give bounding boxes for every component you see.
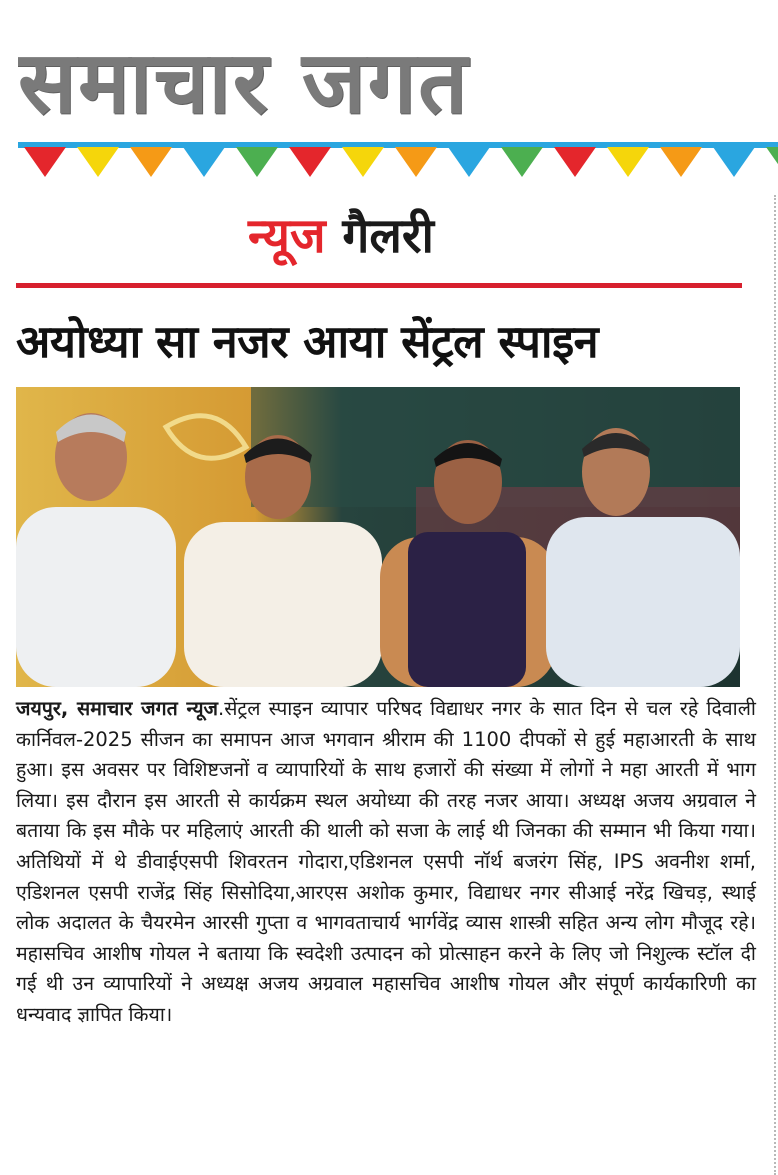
bunting-flag [395,147,437,177]
bunting-flag [342,147,384,177]
bunting-flag [501,147,543,177]
bunting-flag [24,147,66,177]
bunting-flag [289,147,331,177]
bunting-flag [183,147,225,177]
bunting-flag [554,147,596,177]
article-body [16,694,756,1031]
section-rule [16,283,742,288]
bunting-flag [130,147,172,177]
masthead-title: समाचार जगत [18,33,470,133]
bunting-flag [236,147,278,177]
article-headline: अयोध्या सा नजर आया सेंट्रल स्पाइन [16,315,599,368]
news-photo-illustration [16,387,740,687]
bunting-decoration [18,147,778,183]
section-label-black: गैलरी [342,208,434,264]
article-dateline: जयपुर, समाचार जगत न्यूज [16,697,218,720]
column-divider [774,195,776,1175]
bunting-flag [713,147,755,177]
section-label [248,205,434,267]
bunting-flag [660,147,702,177]
bunting-flag [77,147,119,177]
news-photo [16,387,740,687]
article-body-text: .सेंट्रल स्पाइन व्यापार परिषद विद्याधर नगर के सात दिन से चल रहे दिवाली कार्निवल-2025 सीजन का समापन आज भगवान श्रीराम की 1100 दीपकों से हुई महाआरती के साथ हुआ। इस अवसर पर विशिष्टजनों व व्यापारियों के साथ हजारों की संख्या में लोगों ने महा आरती में भाग लिया। इस दौरान इस आरती से कार्यक्रम स्थल अयोध्या की तरह नजर आया। अध्यक्ष अजय अग्रवाल ने बताया कि इस मौके पर महिलाएं आरती की थाली को सजा के लाई थी जिनका की सम्मान भी किया गया। अतिथियों में थे डीवाईएसपी शिवरतन गोदारा,एडिशनल एसपी नॉर्थ बजरंग सिंह, IPS अवनीश शर्मा, एडिशनल एसपी राजेंद्र सिंह सिसोदिया,आरएस अशोक कुमार, विद्याधर नगर सीआई नरेंद्र खिचड़, स्थाई लोक अदालत के चैयरमेन आरसी गुप्ता व भागवताचार्य भार्गवेंद्र व्यास शास्त्री सहित अन्य लोग मौजूद रहे। महासचिव आशीष गोयल ने बताया कि स्वदेशी उत्पादन को प्रोत्साहन करने के लिए जो निशुल्क स्टॉल दी गई थी उन व्यापारियों ने अध्यक्ष अजय अग्रवाल महासचिव आशीष गोयल और संपूर्ण कार्यकारिणी का धन्यवाद ज्ञापित किया। [16,697,756,1026]
bunting-flag [607,147,649,177]
section-label-red: न्यूज [248,208,326,264]
bunting-flag [448,147,490,177]
bunting-flag [766,147,778,177]
